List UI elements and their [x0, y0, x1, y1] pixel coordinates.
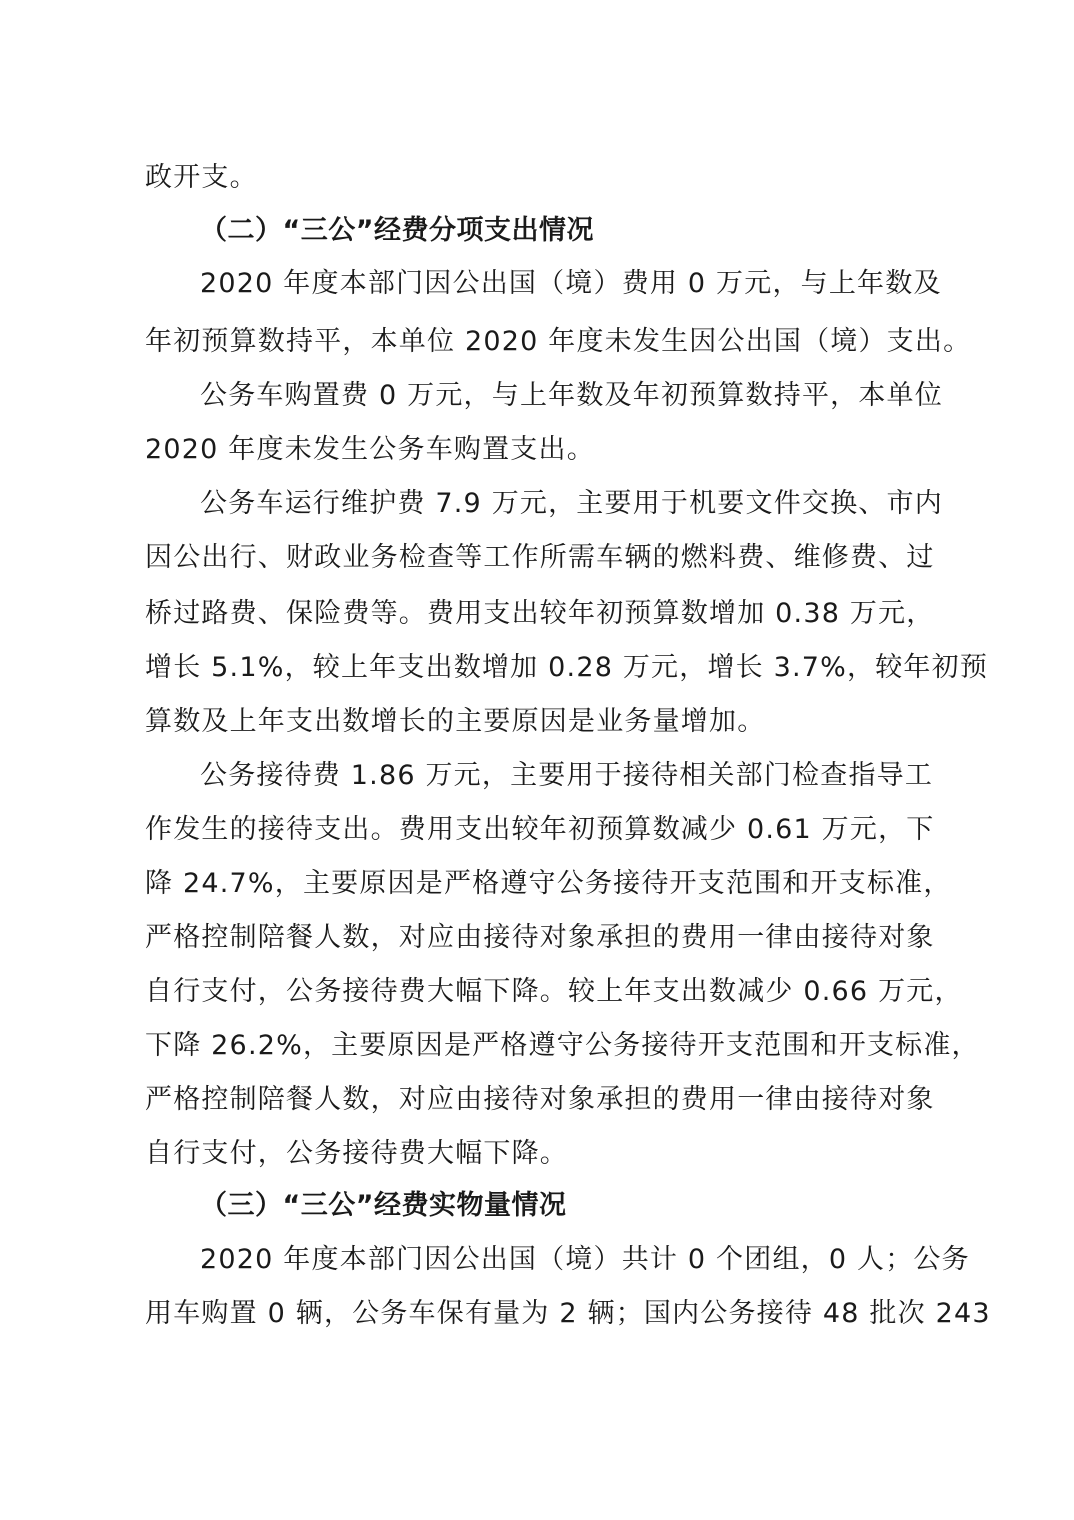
paragraph-line: 下降 26.2%，主要原因是严格遵守公务接待开支范围和开支标准， [145, 1030, 980, 1061]
paragraph-line: 增长 5.1%，较上年支出数增加 0.28 万元，增长 3.7%，较年初预 [145, 652, 989, 683]
paragraph-line: 作发生的接待支出。费用支出较年初预算数减少 0.61 万元，下 [145, 814, 935, 845]
section-heading-2: （二）“三公”经费分项支出情况 [200, 215, 594, 246]
paragraph-line: 公务接待费 1.86 万元，主要用于接待相关部门检查指导工 [200, 760, 934, 791]
paragraph-line: 公务车购置费 0 万元，与上年数及年初预算数持平，本单位 [200, 380, 943, 411]
paragraph-line: 2020 年度本部门因公出国（境）费用 0 万元，与上年数及 [200, 268, 942, 299]
paragraph-line: 用车购置 0 辆，公务车保有量为 2 辆；国内公务接待 48 批次 243 [145, 1298, 991, 1329]
paragraph-continuation: 政开支。 [145, 162, 258, 193]
paragraph-line: 因公出行、财政业务检查等工作所需车辆的燃料费、维修费、过 [145, 542, 935, 573]
section-heading-3: （三）“三公”经费实物量情况 [200, 1190, 567, 1221]
paragraph-line: 自行支付，公务接待费大幅下降。较上年支出数减少 0.66 万元， [145, 976, 963, 1007]
paragraph-line: 年初预算数持平，本单位 2020 年度未发生因公出国（境）支出。 [145, 326, 972, 357]
paragraph-line: 严格控制陪餐人数，对应由接待对象承担的费用一律由接待对象 [145, 1084, 935, 1115]
paragraph-line: 算数及上年支出数增长的主要原因是业务量增加。 [145, 706, 766, 737]
paragraph-line: 2020 年度本部门因公出国（境）共计 0 个团组，0 人；公务 [200, 1244, 970, 1275]
paragraph-line: 桥过路费、保险费等。费用支出较年初预算数增加 0.38 万元， [145, 598, 935, 629]
paragraph-line: 2020 年度未发生公务车购置支出。 [145, 434, 595, 465]
paragraph-line: 降 24.7%，主要原因是严格遵守公务接待开支范围和开支标准， [145, 868, 952, 899]
paragraph-line: 自行支付，公务接待费大幅下降。 [145, 1138, 568, 1169]
paragraph-line: 严格控制陪餐人数，对应由接待对象承担的费用一律由接待对象 [145, 922, 935, 953]
paragraph-line: 公务车运行维护费 7.9 万元，主要用于机要文件交换、市内 [200, 488, 943, 519]
